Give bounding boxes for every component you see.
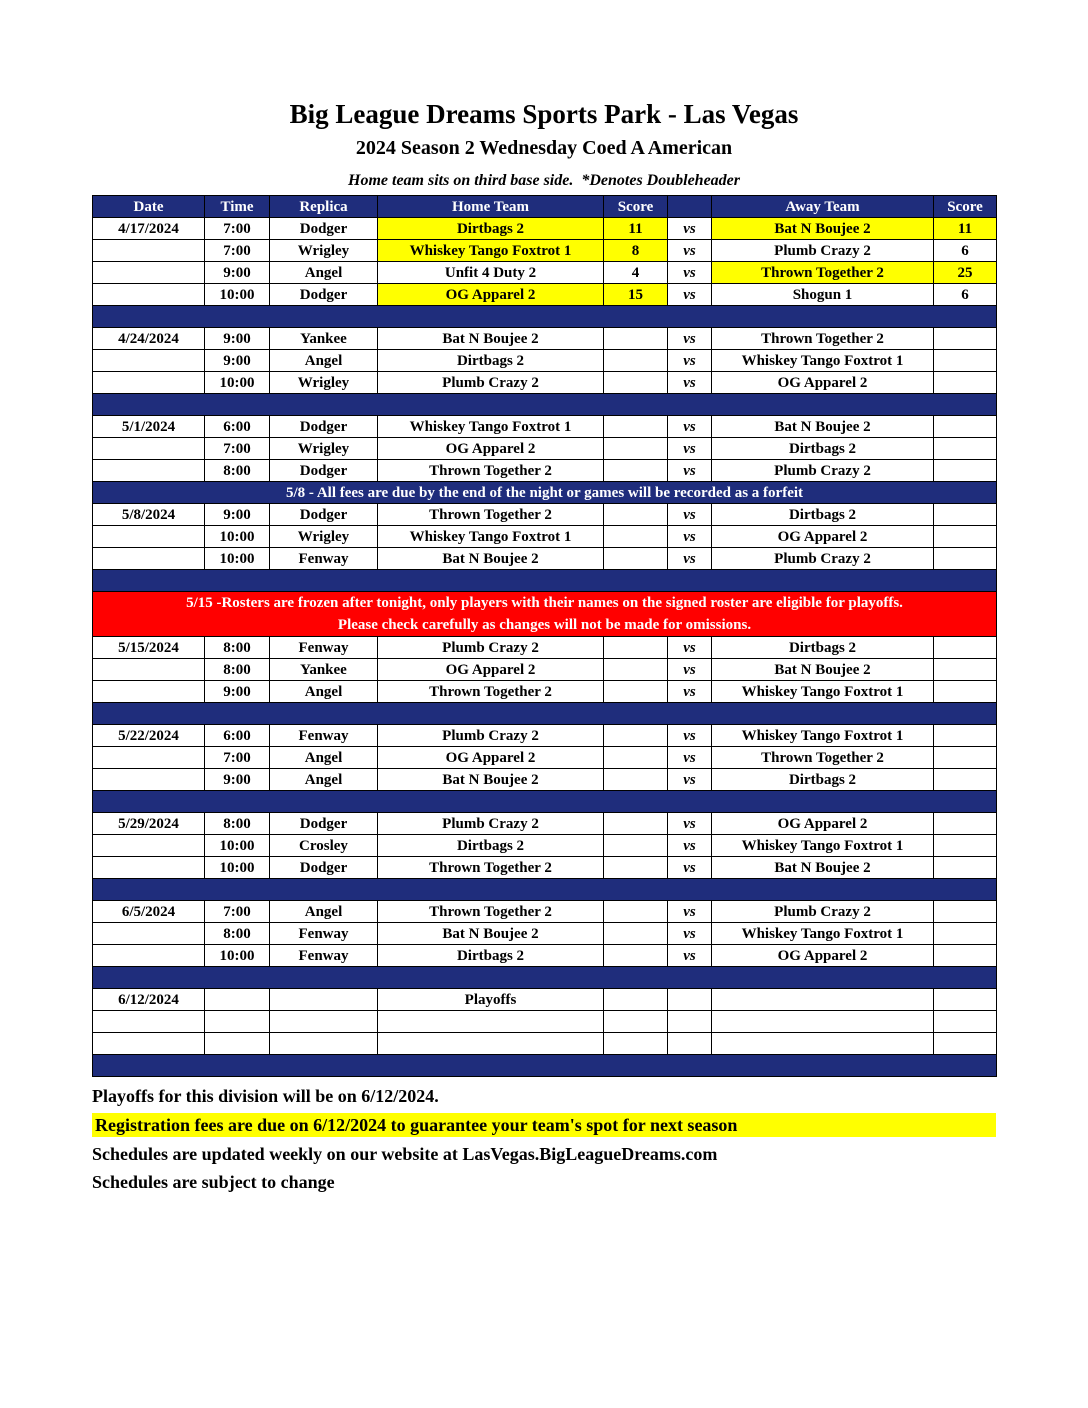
section-separator <box>93 703 997 725</box>
away-team-cell: Thrown Together 2 <box>712 747 934 769</box>
header-row <box>93 196 997 218</box>
vs-cell: vs <box>668 725 712 747</box>
replica-cell: Angel <box>270 262 378 284</box>
home-team-cell: Thrown Together 2 <box>378 504 604 526</box>
away-team-cell: Bat N Boujee 2 <box>712 857 934 879</box>
home-score-cell <box>604 548 668 570</box>
vs-cell: vs <box>668 526 712 548</box>
page-subtitle: 2024 Season 2 Wednesday Coed A American <box>355 137 733 160</box>
date-cell: 5/1/2024 <box>93 416 205 438</box>
home-team-cell: Playoffs <box>378 989 604 1011</box>
replica-cell: Wrigley <box>270 372 378 394</box>
home-score-cell <box>604 747 668 769</box>
date-cell: 4/24/2024 <box>93 328 205 350</box>
home-team-cell: Dirtbags 2 <box>378 945 604 967</box>
roster-notice-line: 5/15 -Rosters are frozen after tonight, only players with their names on the signed roster are eligible for playoffs. <box>186 595 903 612</box>
vs-cell: vs <box>668 747 712 769</box>
section-separator-row <box>93 703 997 725</box>
replica-cell: Dodger <box>270 460 378 482</box>
away-team-cell: Thrown Together 2 <box>712 328 934 350</box>
header-date: Date <box>93 196 205 218</box>
away-score-cell <box>934 989 997 1011</box>
home-score-cell <box>604 769 668 791</box>
away-score-cell <box>934 1011 997 1033</box>
vs-cell: vs <box>668 438 712 460</box>
home-score-cell <box>604 857 668 879</box>
header-time: Time <box>205 196 270 218</box>
section-separator-row <box>93 1055 997 1077</box>
away-team-cell: Bat N Boujee 2 <box>712 416 934 438</box>
section-separator <box>93 306 997 328</box>
schedule-row <box>93 857 997 879</box>
away-team-cell <box>712 1033 934 1055</box>
date-cell <box>93 1011 205 1033</box>
away-team-cell: OG Apparel 2 <box>712 372 934 394</box>
time-cell: 8:00 <box>205 659 270 681</box>
away-team-cell: Bat N Boujee 2 <box>712 218 934 240</box>
vs-cell: vs <box>668 416 712 438</box>
home-score-cell <box>604 835 668 857</box>
schedule-row <box>93 416 997 438</box>
time-cell: 9:00 <box>205 504 270 526</box>
date-cell <box>93 769 205 791</box>
away-team-cell: Whiskey Tango Foxtrot 1 <box>712 350 934 372</box>
home-team-cell: OG Apparel 2 <box>378 284 604 306</box>
time-cell: 7:00 <box>205 218 270 240</box>
date-cell: 6/5/2024 <box>93 901 205 923</box>
away-team-cell: Whiskey Tango Foxtrot 1 <box>712 681 934 703</box>
home-team-cell: Bat N Boujee 2 <box>378 769 604 791</box>
home-team-cell: Whiskey Tango Foxtrot 1 <box>378 240 604 262</box>
section-separator-row <box>93 570 997 592</box>
schedule-row <box>93 218 997 240</box>
section-separator <box>93 570 997 592</box>
schedule-row <box>93 372 997 394</box>
home-team-cell: Bat N Boujee 2 <box>378 328 604 350</box>
away-team-cell: OG Apparel 2 <box>712 526 934 548</box>
date-cell <box>93 526 205 548</box>
date-cell <box>93 945 205 967</box>
home-team-cell: Plumb Crazy 2 <box>378 637 604 659</box>
section-separator-row <box>93 791 997 813</box>
away-score-cell <box>934 637 997 659</box>
vs-cell: vs <box>668 372 712 394</box>
home-score-cell <box>604 460 668 482</box>
schedule-row <box>93 504 997 526</box>
replica-cell: Crosley <box>270 835 378 857</box>
schedule-page <box>92 0 996 1193</box>
home-score-cell <box>604 725 668 747</box>
vs-cell: vs <box>668 284 712 306</box>
away-team-cell: Plumb Crazy 2 <box>712 240 934 262</box>
replica-cell: Angel <box>270 769 378 791</box>
fees-notice: 5/8 - All fees are due by the end of the night or games will be recorded as a forfeit <box>93 482 997 504</box>
header-home-team: Home Team <box>378 196 604 218</box>
away-score-cell <box>934 681 997 703</box>
away-team-cell <box>712 989 934 1011</box>
home-team-cell: Plumb Crazy 2 <box>378 372 604 394</box>
vs-cell: vs <box>668 857 712 879</box>
home-score-cell <box>604 813 668 835</box>
section-separator <box>93 394 997 416</box>
away-team-cell: OG Apparel 2 <box>712 945 934 967</box>
replica-cell: Dodger <box>270 416 378 438</box>
away-score-cell <box>934 857 997 879</box>
schedule-row <box>93 262 997 284</box>
vs-cell: vs <box>668 504 712 526</box>
replica-cell: Dodger <box>270 504 378 526</box>
section-separator <box>93 879 997 901</box>
section-separator-row <box>93 967 997 989</box>
section-separator-row <box>93 879 997 901</box>
blank-row <box>93 1033 997 1055</box>
vs-cell: vs <box>668 945 712 967</box>
away-score-cell <box>934 504 997 526</box>
date-cell <box>93 262 205 284</box>
schedule-row <box>93 548 997 570</box>
schedule-row <box>93 989 997 1011</box>
away-score-cell <box>934 350 997 372</box>
vs-cell: vs <box>668 835 712 857</box>
home-team-cell: Dirtbags 2 <box>378 835 604 857</box>
away-score-cell <box>934 725 997 747</box>
away-team-cell: Plumb Crazy 2 <box>712 901 934 923</box>
date-cell <box>93 350 205 372</box>
schedule-row <box>93 923 997 945</box>
time-cell: 9:00 <box>205 262 270 284</box>
away-score-cell <box>934 769 997 791</box>
away-score-cell <box>934 813 997 835</box>
date-cell <box>93 835 205 857</box>
replica-cell: Fenway <box>270 725 378 747</box>
replica-cell <box>270 1033 378 1055</box>
time-cell <box>205 989 270 1011</box>
home-team-cell: Bat N Boujee 2 <box>378 923 604 945</box>
home-score-cell <box>604 923 668 945</box>
schedule-row <box>93 350 997 372</box>
schedule-row <box>93 438 997 460</box>
vs-cell <box>668 1033 712 1055</box>
home-team-cell: Whiskey Tango Foxtrot 1 <box>378 416 604 438</box>
home-team-cell: Unfit 4 Duty 2 <box>378 262 604 284</box>
time-cell: 10:00 <box>205 526 270 548</box>
section-separator <box>93 967 997 989</box>
header-vs <box>668 196 712 218</box>
replica-cell: Dodger <box>270 857 378 879</box>
away-team-cell: Plumb Crazy 2 <box>712 548 934 570</box>
home-team-cell <box>378 1011 604 1033</box>
date-cell: 5/8/2024 <box>93 504 205 526</box>
vs-cell: vs <box>668 769 712 791</box>
vs-cell: vs <box>668 901 712 923</box>
away-team-cell: Dirtbags 2 <box>712 438 934 460</box>
section-separator <box>93 1055 997 1077</box>
home-score-cell: 4 <box>604 262 668 284</box>
vs-cell: vs <box>668 681 712 703</box>
vs-cell <box>668 1011 712 1033</box>
away-score-cell <box>934 901 997 923</box>
schedule-body <box>93 218 997 1077</box>
date-cell <box>93 1033 205 1055</box>
away-team-cell: Thrown Together 2 <box>712 262 934 284</box>
home-score-cell: 8 <box>604 240 668 262</box>
date-cell <box>93 747 205 769</box>
blank-row <box>93 1011 997 1033</box>
vs-cell: vs <box>668 659 712 681</box>
time-cell: 6:00 <box>205 416 270 438</box>
date-cell <box>93 284 205 306</box>
vs-cell: vs <box>668 460 712 482</box>
vs-cell <box>668 989 712 1011</box>
replica-cell: Wrigley <box>270 526 378 548</box>
home-team-cell: Thrown Together 2 <box>378 460 604 482</box>
time-cell <box>205 1011 270 1033</box>
away-score-cell <box>934 438 997 460</box>
replica-cell: Dodger <box>270 284 378 306</box>
away-team-cell: Whiskey Tango Foxtrot 1 <box>712 923 934 945</box>
away-score-cell <box>934 945 997 967</box>
vs-cell: vs <box>668 328 712 350</box>
away-team-cell: Whiskey Tango Foxtrot 1 <box>712 725 934 747</box>
website-note: Schedules are updated weekly on our website at LasVegas.BigLeagueDreams.com <box>92 1144 718 1165</box>
date-cell <box>93 460 205 482</box>
away-score-cell <box>934 747 997 769</box>
home-team-cell: Whiskey Tango Foxtrot 1 <box>378 526 604 548</box>
vs-cell: vs <box>668 637 712 659</box>
schedule-row <box>93 813 997 835</box>
vs-cell: vs <box>668 350 712 372</box>
away-team-cell: Whiskey Tango Foxtrot 1 <box>712 835 934 857</box>
date-cell <box>93 923 205 945</box>
date-cell <box>93 659 205 681</box>
replica-cell: Fenway <box>270 923 378 945</box>
away-score-cell: 25 <box>934 262 997 284</box>
section-separator-row <box>93 306 997 328</box>
date-cell: 5/29/2024 <box>93 813 205 835</box>
time-cell: 7:00 <box>205 438 270 460</box>
home-team-cell: Dirtbags 2 <box>378 350 604 372</box>
replica-cell: Fenway <box>270 637 378 659</box>
schedule-row <box>93 681 997 703</box>
replica-cell: Angel <box>270 901 378 923</box>
subject-to-change-note: Schedules are subject to change <box>92 1172 335 1193</box>
vs-cell: vs <box>668 262 712 284</box>
date-cell: 4/17/2024 <box>93 218 205 240</box>
schedule-row <box>93 659 997 681</box>
schedule-row <box>93 901 997 923</box>
time-cell: 8:00 <box>205 460 270 482</box>
time-cell: 10:00 <box>205 835 270 857</box>
home-score-cell <box>604 637 668 659</box>
away-score-cell <box>934 328 997 350</box>
time-cell: 10:00 <box>205 857 270 879</box>
home-team-note: Home team sits on third base side. *Denotes Doubleheader <box>348 172 740 190</box>
schedule-row <box>93 240 997 262</box>
fees-notice-row <box>93 482 997 504</box>
away-score-cell <box>934 659 997 681</box>
away-score-cell: 6 <box>934 284 997 306</box>
section-separator <box>93 791 997 813</box>
time-cell: 9:00 <box>205 681 270 703</box>
home-score-cell <box>604 372 668 394</box>
replica-cell: Yankee <box>270 328 378 350</box>
vs-cell: vs <box>668 923 712 945</box>
home-score-cell <box>604 504 668 526</box>
schedule-row <box>93 284 997 306</box>
date-cell <box>93 240 205 262</box>
away-score-cell: 6 <box>934 240 997 262</box>
date-cell <box>93 372 205 394</box>
replica-cell: Wrigley <box>270 438 378 460</box>
home-team-cell: Thrown Together 2 <box>378 901 604 923</box>
home-score-cell <box>604 526 668 548</box>
home-team-cell: Thrown Together 2 <box>378 681 604 703</box>
schedule-row <box>93 769 997 791</box>
replica-cell: Fenway <box>270 548 378 570</box>
away-team-cell: Plumb Crazy 2 <box>712 460 934 482</box>
away-team-cell: OG Apparel 2 <box>712 813 934 835</box>
roster-notice-line: Please check carefully as changes will not be made for omissions. <box>337 617 752 634</box>
time-cell: 8:00 <box>205 923 270 945</box>
header-home-score: Score <box>604 196 668 218</box>
home-score-cell <box>604 1011 668 1033</box>
footer <box>92 1085 996 1193</box>
home-team-cell: Bat N Boujee 2 <box>378 548 604 570</box>
schedule-row <box>93 637 997 659</box>
vs-cell: vs <box>668 218 712 240</box>
home-team-cell: Plumb Crazy 2 <box>378 725 604 747</box>
away-team-cell: Shogun 1 <box>712 284 934 306</box>
date-cell <box>93 857 205 879</box>
home-score-cell: 11 <box>604 218 668 240</box>
time-cell: 10:00 <box>205 548 270 570</box>
replica-cell: Dodger <box>270 813 378 835</box>
home-score-cell <box>604 328 668 350</box>
time-cell: 6:00 <box>205 725 270 747</box>
away-score-cell <box>934 372 997 394</box>
time-cell: 10:00 <box>205 372 270 394</box>
away-score-cell <box>934 923 997 945</box>
home-team-cell: OG Apparel 2 <box>378 747 604 769</box>
time-cell: 9:00 <box>205 769 270 791</box>
home-score-cell <box>604 1033 668 1055</box>
replica-cell: Angel <box>270 681 378 703</box>
schedule-row <box>93 328 997 350</box>
away-team-cell <box>712 1011 934 1033</box>
time-cell: 10:00 <box>205 284 270 306</box>
roster-notice-row <box>93 592 997 637</box>
date-cell: 5/22/2024 <box>93 725 205 747</box>
schedule-table <box>92 195 997 1077</box>
away-score-cell <box>934 1033 997 1055</box>
replica-cell: Angel <box>270 747 378 769</box>
away-score-cell <box>934 835 997 857</box>
vs-cell: vs <box>668 548 712 570</box>
home-team-cell: Thrown Together 2 <box>378 857 604 879</box>
home-team-cell: OG Apparel 2 <box>378 438 604 460</box>
home-team-cell <box>378 1033 604 1055</box>
home-score-cell <box>604 901 668 923</box>
away-score-cell <box>934 548 997 570</box>
time-cell: 7:00 <box>205 747 270 769</box>
vs-cell: vs <box>668 240 712 262</box>
date-cell: 6/12/2024 <box>93 989 205 1011</box>
home-team-cell: OG Apparel 2 <box>378 659 604 681</box>
home-team-cell: Plumb Crazy 2 <box>378 813 604 835</box>
replica-cell: Yankee <box>270 659 378 681</box>
header-away-team: Away Team <box>712 196 934 218</box>
home-team-cell: Dirtbags 2 <box>378 218 604 240</box>
vs-cell: vs <box>668 813 712 835</box>
date-cell <box>93 438 205 460</box>
schedule-row <box>93 747 997 769</box>
time-cell <box>205 1033 270 1055</box>
home-score-cell <box>604 350 668 372</box>
time-cell: 8:00 <box>205 637 270 659</box>
schedule-row <box>93 460 997 482</box>
replica-cell: Angel <box>270 350 378 372</box>
page-title: Big League Dreams Sports Park - Las Vegas <box>289 99 799 129</box>
home-score-cell <box>604 659 668 681</box>
away-score-cell <box>934 526 997 548</box>
schedule-row <box>93 835 997 857</box>
date-cell <box>93 548 205 570</box>
away-score-cell <box>934 460 997 482</box>
away-team-cell: Bat N Boujee 2 <box>712 659 934 681</box>
date-cell <box>93 681 205 703</box>
header-replica: Replica <box>270 196 378 218</box>
home-score-cell <box>604 989 668 1011</box>
schedule-row <box>93 725 997 747</box>
schedule-row <box>93 945 997 967</box>
time-cell: 8:00 <box>205 813 270 835</box>
time-cell: 10:00 <box>205 945 270 967</box>
date-cell: 5/15/2024 <box>93 637 205 659</box>
registration-fees-note: Registration fees are due on 6/12/2024 to guarantee your team's spot for next season <box>92 1113 996 1137</box>
replica-cell <box>270 989 378 1011</box>
home-score-cell <box>604 438 668 460</box>
roster-notice <box>93 592 997 637</box>
time-cell: 9:00 <box>205 350 270 372</box>
home-score-cell <box>604 945 668 967</box>
away-team-cell: Dirtbags 2 <box>712 637 934 659</box>
section-separator-row <box>93 394 997 416</box>
time-cell: 7:00 <box>205 901 270 923</box>
home-score-cell <box>604 416 668 438</box>
replica-cell <box>270 1011 378 1033</box>
replica-cell: Dodger <box>270 218 378 240</box>
schedule-row <box>93 526 997 548</box>
time-cell: 7:00 <box>205 240 270 262</box>
playoffs-note: Playoffs for this division will be on 6/12/2024. <box>92 1086 439 1107</box>
replica-cell: Fenway <box>270 945 378 967</box>
away-score-cell: 11 <box>934 218 997 240</box>
home-score-cell: 15 <box>604 284 668 306</box>
home-score-cell <box>604 681 668 703</box>
header-away-score: Score <box>934 196 997 218</box>
away-score-cell <box>934 416 997 438</box>
replica-cell: Wrigley <box>270 240 378 262</box>
away-team-cell: Dirtbags 2 <box>712 769 934 791</box>
away-team-cell: Dirtbags 2 <box>712 504 934 526</box>
time-cell: 9:00 <box>205 328 270 350</box>
